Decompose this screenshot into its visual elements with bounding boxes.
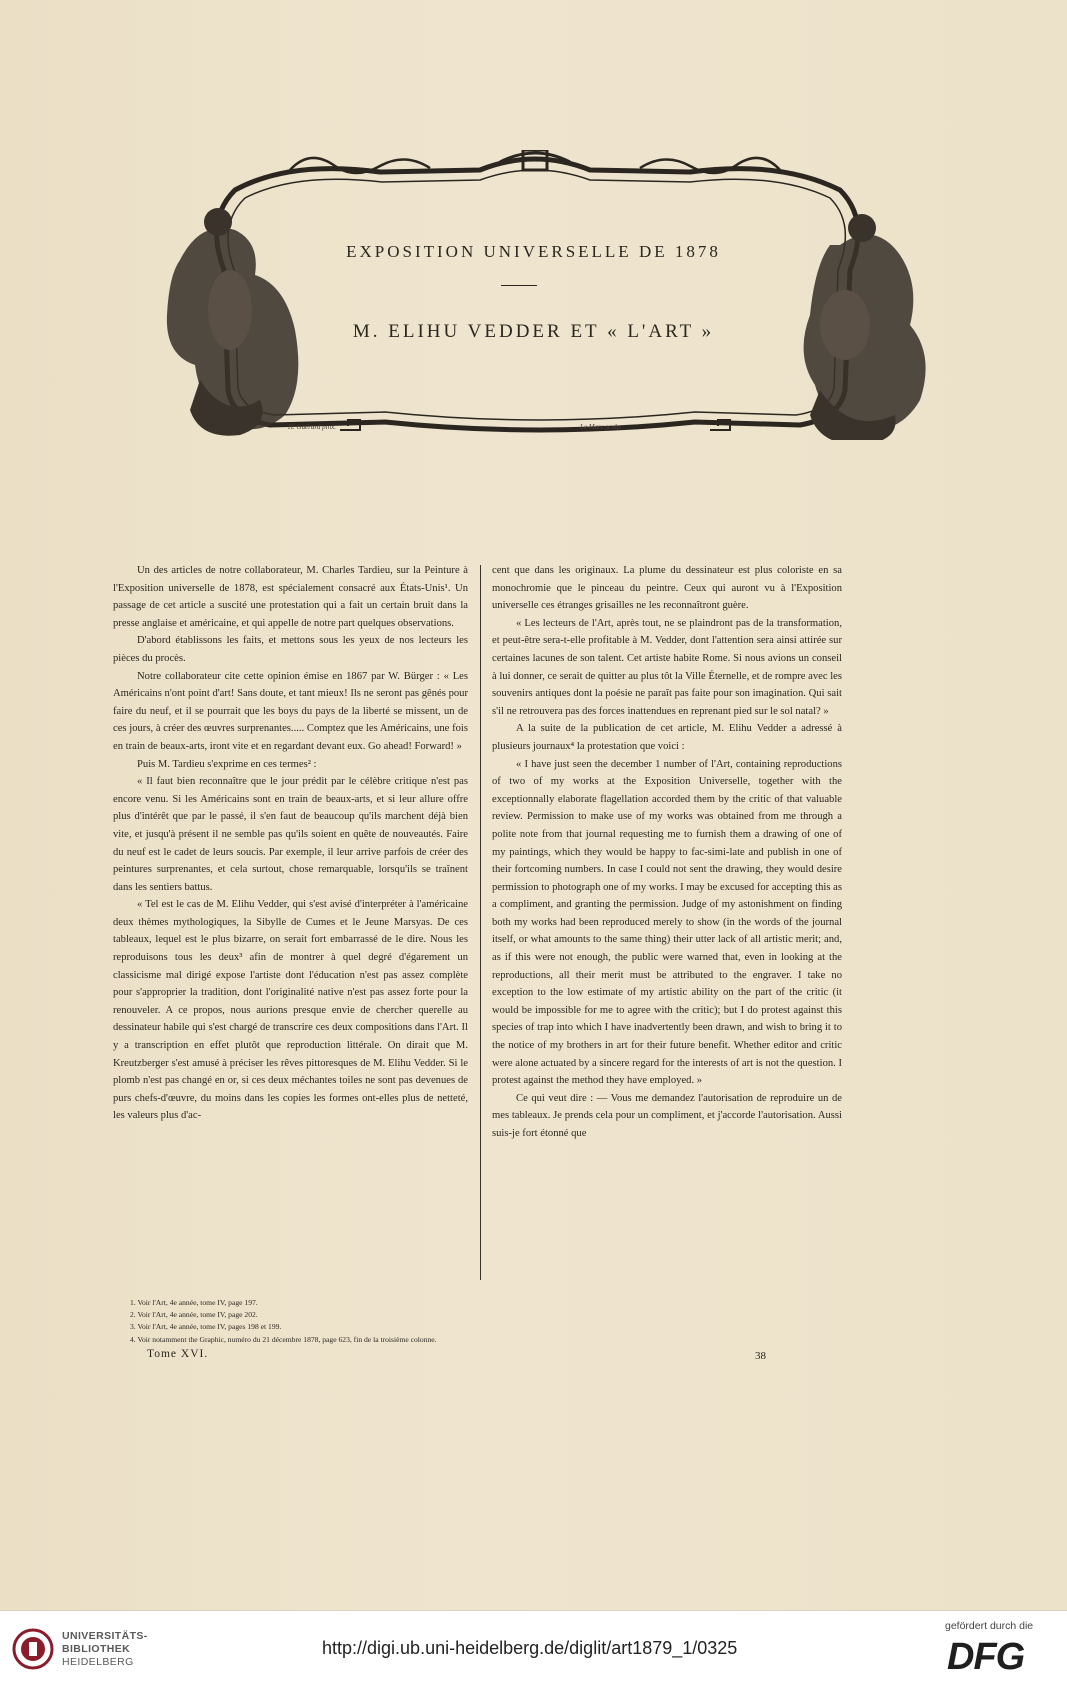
paragraph: Puis M. Tardieu s'exprime en ces termes² : — [137, 758, 317, 770]
title-rule — [501, 285, 537, 286]
volume-label: Tome XVI. — [147, 1348, 209, 1360]
university-seal-icon[interactable] — [12, 1628, 54, 1670]
funded-by-label: gefördert durch die — [945, 1620, 1034, 1632]
engraving-credit-right: Le Marc sculp. — [580, 423, 622, 431]
footnotes — [130, 1297, 830, 1346]
paragraph: « Il faut bien reconnaître que le jour prédit par le célèbre critique n'est pas encore venu. Si les Américains sont en train de beaux-arts, et si leur allure offre plus d'intérêt que par le passé, il s'en faut de beaucoup qu'ils marchent déjà bien vite, et jusqu'à présent il ne semble pas qu'ils soient en quête de nouveautés. Faire du neuf est le cadet de leurs soucis. Par exemple, il leur arrive parfois de créer des peintures surprenantes, et cela surtout, chose remarquable, lorsqu'ils se traînent dans les sentiers battus. — [113, 776, 468, 893]
viewer-banner — [0, 1610, 1067, 1692]
paragraph: Ce qui veut dire : — Vous me demandez l'autorisation de reproduire un de mes tableaux. Je prends cela pour un compliment, et j'accorde l'autorisation. Aussi suis-je fort étonné que — [492, 1092, 842, 1139]
ornamental-cartouche — [140, 150, 930, 440]
paragraph: « I have just seen the december 1 number of l'Art, containing reproductions of two of my works at the Exposition Universelle, together with the exceptionnally elaborate flagellation accorded them by the critic of that valuable review. Permission to make use of my works was obtained from me through a polite note from that journal requesting me to furnish them a drawing of one of my paintings, which they would be happy to fac-simi-late and publish in one of their fortcoming numbers. In case I could not sent the drawing, they would desire permission to photograph one of my works. I may be excused for accepting this as a compliment, and granting the permission. Judge of my astonishment on finding both my works had been reproduced merely to show (in the words of the journal itself, or what amounts to the same thing) their utter lack of all artistic merit; and, as if this were not enough, the public were warned that, even in looking at the reproductions, all their merit must be attributed to the engraver. I take no exception to the low estimate of my artistic ability on the part of the critic (it would be impossible for me to agree with the critic); but I do protest against this species of trap into which I have inadvertently been drawn, and wish to bring it to the notice of my brothers in art for their future benefit. Whether editor and critic were alone actuated by a sincere regard for the interests of art is not the question. I protest against the method they have employed. » — [492, 758, 842, 1087]
paragraph: Un des articles de notre collaborateur, M. Charles Tardieu, sur la Peinture à l'Exposition universelle de 1878, est spécialement consacré aux États-Unis¹. Un passage de cet article a suscité une protestation qui a fait un certain bruit dans la presse anglaise et américaine, et qui appelle de notre part quelques observations. — [113, 565, 468, 629]
exposition-title: EXPOSITION UNIVERSELLE DE 1878 — [346, 242, 721, 261]
engraving-credit-left: H. Guérard pinx. — [288, 423, 336, 431]
university-name-line: UNIVERSITÄTS- — [62, 1630, 148, 1642]
footnote: 1. Voir l'Art, 4e année, tome IV, page 197. — [130, 1298, 258, 1307]
footnote: 3. Voir l'Art, 4e année, tome IV, pages 198 et 199. — [130, 1322, 282, 1332]
text-column-right — [492, 562, 842, 1143]
column-divider — [480, 565, 481, 1280]
paragraph: Notre collaborateur cite cette opinion émise en 1867 par W. Bürger : « Les Américains n'ont point d'art! Sans doute, et tant mieux! Ils ne seront pas gênés pour faire du neuf, et il se pourrait que les boys du pays de la liberté se missent, un de ces jours, à créer des œuvres surprenantes..... Comptez que les Américains, une fois en train de beaux-arts, iront vite et en regardant devant eux. Go ahead! Forward! » — [113, 670, 468, 752]
footnote: 2. Voir l'Art, 4e année, tome IV, page 202. — [130, 1310, 258, 1320]
paragraph: cent que dans les originaux. La plume du dessinateur est plus coloriste en sa monochromie que le pinceau du peintre. Ceux qui auront vu à l'Exposition universelle ces étranges grisailles ne les reconnaîtront guère. — [492, 565, 842, 612]
paragraph: A la suite de la publication de cet article, M. Elihu Vedder a adressé à plusieurs journaux⁴ la protestation que voici : — [492, 723, 842, 752]
university-name-line: HEIDELBERG — [62, 1656, 134, 1668]
permalink-url[interactable]: http://digi.ub.uni-heidelberg.de/diglit/art1879_1/0325 — [322, 1638, 738, 1658]
article-title: M. ELIHU VEDDER ET « L'ART » — [352, 321, 715, 342]
university-name-line: BIBLIOTHEK — [62, 1643, 131, 1655]
page-number: 38 — [755, 1350, 766, 1362]
cartouche-frame-illustration — [140, 150, 930, 440]
dfg-logo[interactable]: DFG — [947, 1636, 1025, 1678]
university-name[interactable] — [62, 1630, 148, 1669]
text-column-left — [113, 562, 468, 1125]
paragraph: « Les lecteurs de l'Art, après tout, ne se plaindront pas de la transformation, et peut-être sera-t-elle profitable à M. Vedder, dont l'attention sera ainsi attirée sur certaines lacunes de son talent. Cet artiste habite Rome. Si nous avions un conseil à lui donner, ce serait de quitter au plus tôt la Ville Éternelle, et de rompre avec les souvenirs antiques dont la poésie ne paraît pas faite pour son imagination. Qui sait s'il ne retrouvera pas des forces inattendues en reprenant pied sur le sol natal? » — [492, 617, 842, 717]
paragraph: D'abord établissons les faits, et mettons sous les yeux de nos lecteurs les pièces du procès. — [113, 635, 468, 664]
footnote: 4. Voir notamment the Graphic, numéro du 21 décembre 1878, page 623, fin de la troisième colonne. — [130, 1334, 437, 1344]
paragraph: « Tel est le cas de M. Elihu Vedder, qui s'est avisé d'interpréter à l'américaine deux thèmes mythologiques, la Sibylle de Cumes et le Jeune Marsyas. De ces tableaux, lequel est le plus bizarre, on serait fort embarrassé de le dire. Nous les reproduisons tous les deux³ afin de montrer à quel degré d'égarement un classicisme mal dirigé expose l'artiste dont l'éducation n'est pas assez complète pour s'approprier la tradition, dont l'originalité native n'est pas assez forte pour la renouveler. A ce propos, nous aurions presque envie de chercher querelle au dessinateur habile qui s'est chargé de transcrire ces deux compositions dans l'Art. Il y a transcription en effet plutôt que reproduction littérale. On dirait que M. Kreutzberger s'est amusé à préciser les rêves pittoresques de M. Elihu Vedder. Si le plomb n'est pas changé en or, si ces deux méchantes toiles ne sont pas devenues de purs chefs-d'œuvre, du moins dans les copies les formes ont-elles plus de netteté, les valeurs plus d'ac- — [113, 899, 468, 1122]
